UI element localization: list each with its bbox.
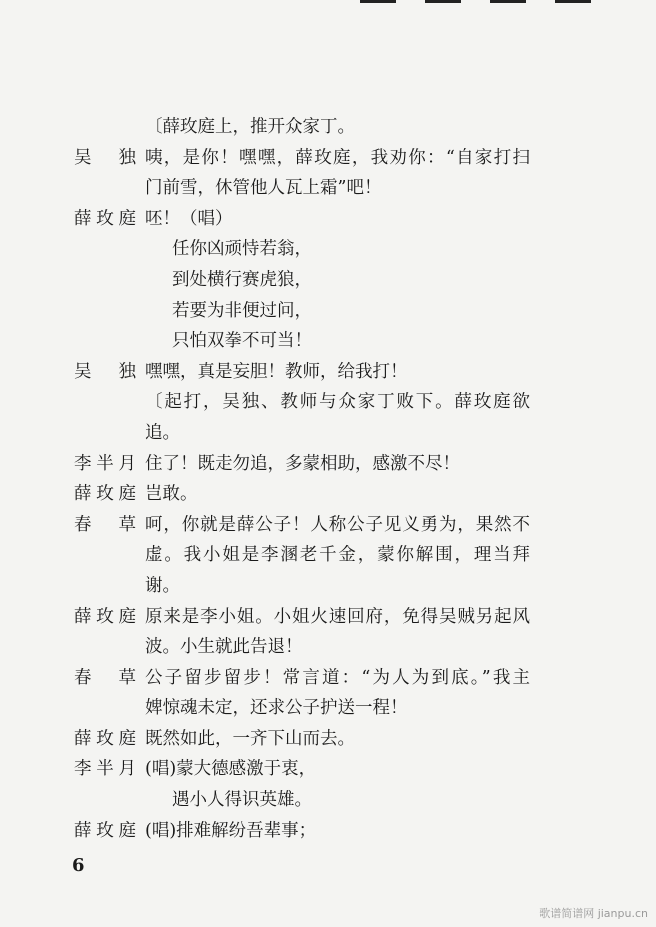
script-line bbox=[74, 204, 534, 235]
script-line bbox=[74, 754, 534, 785]
script-line bbox=[74, 326, 534, 357]
script-page bbox=[74, 112, 534, 846]
line-text: 遇小人得识英雄。 bbox=[172, 790, 312, 811]
line-text: 呸！（唱） bbox=[145, 208, 233, 229]
line-text: 只怕双拳不可当！ bbox=[172, 331, 312, 352]
script-line bbox=[74, 724, 534, 755]
line-text: 追。 bbox=[145, 422, 180, 443]
line-text: 呵，你就是薛公子！人称公子见义勇为，果然不 bbox=[145, 514, 530, 535]
line-text: 公子留步留步！常言道：“为人为到底。”我主 bbox=[145, 667, 530, 688]
line-text: 〔薛玫庭上，推开众家丁。 bbox=[145, 117, 355, 137]
script-line bbox=[74, 540, 534, 571]
speaker-name: 吴独 bbox=[74, 361, 136, 382]
line-text: 〔起打，吴独、教师与众家丁败下。薛玫庭欲 bbox=[145, 392, 530, 413]
script-line bbox=[74, 571, 534, 602]
script-line bbox=[74, 173, 534, 204]
scan-mark bbox=[425, 0, 461, 3]
script-line bbox=[74, 449, 534, 480]
speaker-name: 薛玫庭 bbox=[74, 728, 136, 749]
speaker-name: 春草 bbox=[74, 667, 136, 688]
script-line bbox=[74, 265, 534, 296]
stage-direction bbox=[74, 387, 534, 418]
line-text: 原来是李小姐。小姐火速回府，免得吴贼另起风 bbox=[145, 606, 530, 627]
line-text: (唱)排难解纷吾辈事； bbox=[145, 820, 317, 841]
line-text: 既然如此，一齐下山而去。 bbox=[145, 728, 355, 749]
scan-mark bbox=[555, 0, 591, 3]
line-text: 谢。 bbox=[145, 575, 180, 596]
script-line bbox=[74, 296, 534, 327]
script-line bbox=[74, 663, 534, 694]
script-line bbox=[74, 418, 534, 449]
line-text: 任你凶顽恃若翁， bbox=[172, 239, 312, 260]
script-line bbox=[74, 785, 534, 816]
script-line bbox=[74, 816, 534, 847]
script-line bbox=[74, 632, 534, 663]
speaker-name: 薛玫庭 bbox=[74, 820, 136, 841]
scan-mark bbox=[360, 0, 396, 3]
watermark: 歌谱简谱网 jianpu.cn bbox=[539, 907, 648, 920]
line-text: 虚。我小姐是李溷老千金，蒙你解围，理当拜 bbox=[145, 545, 530, 566]
line-text: 岂敢。 bbox=[145, 484, 198, 505]
line-text: 若要为非便过问， bbox=[172, 300, 312, 321]
script-line bbox=[74, 143, 534, 174]
speaker-name: 李半月 bbox=[74, 453, 136, 474]
scan-mark bbox=[490, 0, 526, 3]
script-line bbox=[74, 479, 534, 510]
script-line bbox=[74, 693, 534, 724]
line-text: 到处横行赛虎狼， bbox=[172, 269, 312, 290]
script-line bbox=[74, 357, 534, 388]
script-line bbox=[74, 510, 534, 541]
speaker-name: 春草 bbox=[74, 514, 136, 535]
speaker-name: 李半月 bbox=[74, 759, 136, 780]
line-text: (唱)蒙大德感激于衷， bbox=[145, 759, 317, 780]
page-number: 6 bbox=[72, 855, 85, 876]
stage-direction bbox=[74, 112, 534, 143]
line-text: 婢惊魂未定，还求公子护送一程！ bbox=[145, 698, 408, 719]
line-text: 波。小生就此告退！ bbox=[145, 637, 303, 658]
line-text: 住了！既走勿追，多蒙相助，感激不尽！ bbox=[145, 453, 460, 474]
speaker-name: 薛玫庭 bbox=[74, 208, 136, 229]
script-line bbox=[74, 602, 534, 633]
speaker-name: 薛玫庭 bbox=[74, 484, 136, 505]
line-text: 门前雪，休管他人瓦上霜”吧！ bbox=[145, 178, 382, 199]
line-text: 嘿嘿，真是妄胆！教师，给我打！ bbox=[145, 361, 408, 382]
script-line bbox=[74, 234, 534, 265]
line-text: 咦，是你！嘿嘿，薛玫庭，我劝你：“自家打扫 bbox=[145, 147, 530, 168]
speaker-name: 吴独 bbox=[74, 147, 136, 168]
speaker-name: 薛玫庭 bbox=[74, 606, 136, 627]
